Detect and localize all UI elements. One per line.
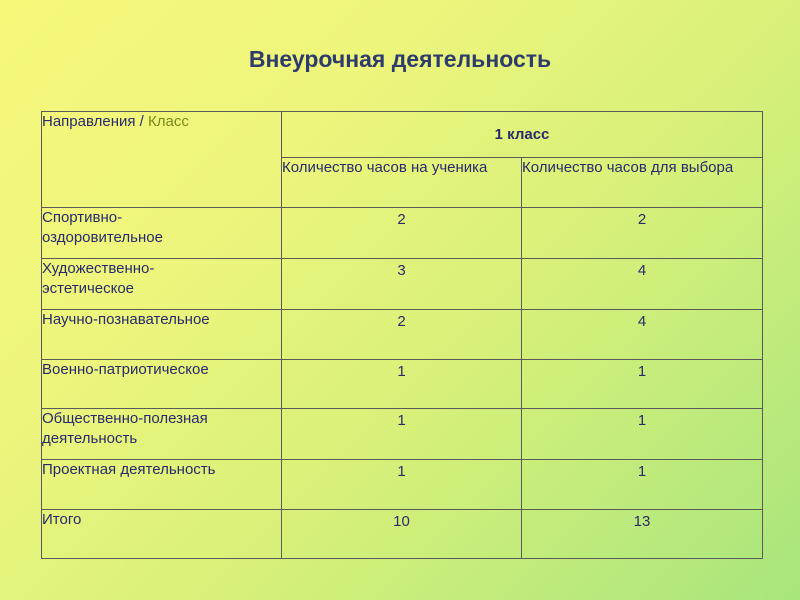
table-row — [42, 259, 763, 310]
header-col-hours-choice: Количество часов для выбора — [522, 158, 763, 208]
header-directions-label: Направления / — [42, 113, 144, 130]
total-hours-per-student: 10 — [282, 510, 522, 559]
cell-hours-choice: 1 — [522, 409, 763, 460]
cell-hours-choice: 2 — [522, 208, 763, 259]
table-row — [42, 208, 763, 259]
cell-hours-choice: 4 — [522, 310, 763, 360]
table-row — [42, 460, 763, 510]
row-label: Проектная деятельность — [42, 460, 282, 510]
cell-hours-per-student: 1 — [282, 460, 522, 510]
header-col-hours-per-student: Количество часов на ученика — [282, 158, 522, 208]
table-row — [42, 409, 763, 460]
header-grade: 1 класс — [282, 112, 763, 158]
cell-hours-choice: 1 — [522, 460, 763, 510]
activities-table — [41, 111, 763, 559]
table-row — [42, 310, 763, 360]
cell-hours-per-student: 2 — [282, 310, 522, 360]
total-label: Итого — [42, 510, 282, 559]
page-title: Внеурочная деятельность — [248, 46, 552, 72]
total-row — [42, 510, 763, 559]
cell-hours-per-student: 1 — [282, 409, 522, 460]
row-label: Научно-познавательное — [42, 310, 282, 360]
cell-hours-choice: 4 — [522, 259, 763, 310]
row-label: Художественно- эстетическое — [42, 259, 282, 310]
header-row-top — [42, 112, 763, 158]
cell-hours-choice: 1 — [522, 360, 763, 409]
cell-hours-per-student: 2 — [282, 208, 522, 259]
cell-hours-per-student: 1 — [282, 360, 522, 409]
total-hours-choice: 13 — [522, 510, 763, 559]
row-label: Спортивно- оздоровительное — [42, 208, 282, 259]
cell-hours-per-student: 3 — [282, 259, 522, 310]
header-class-label: Класс — [148, 113, 189, 130]
table-row — [42, 360, 763, 409]
header-directions-cell — [42, 112, 282, 208]
row-label: Военно-патриотическое — [42, 360, 282, 409]
row-label: Общественно-полезная деятельность — [42, 409, 282, 460]
